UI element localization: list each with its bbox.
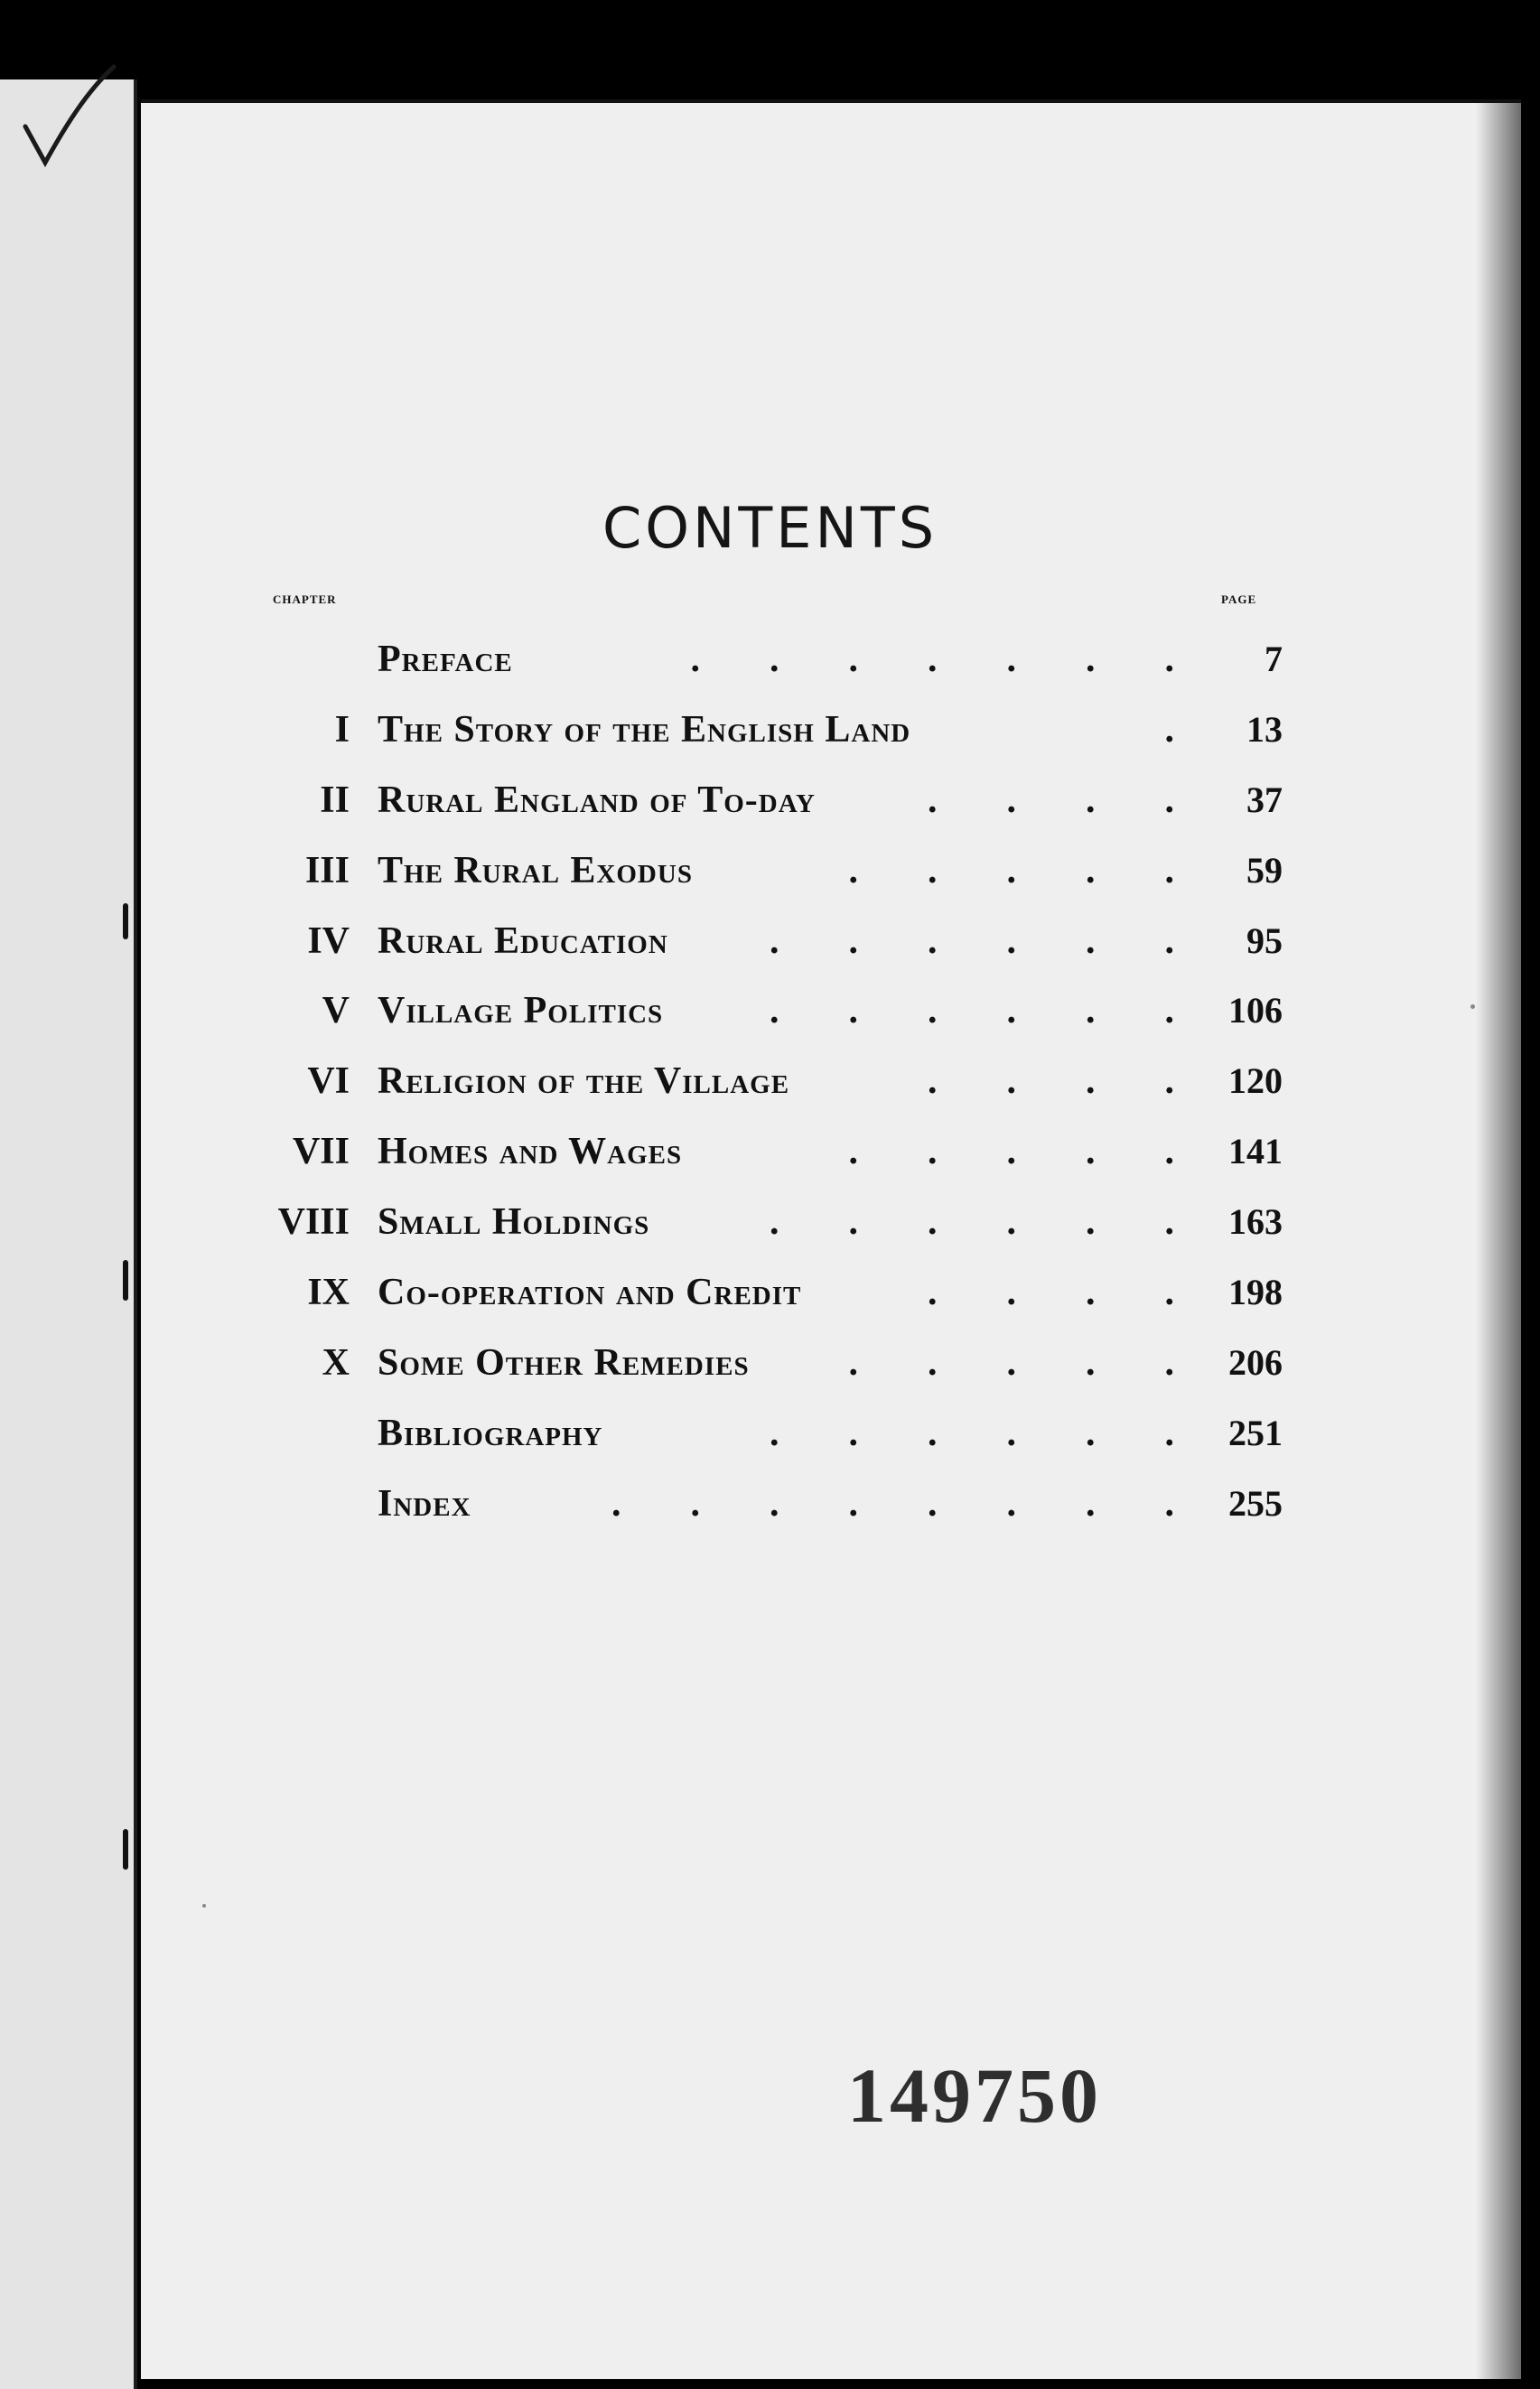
check-mark-icon	[20, 63, 119, 181]
dot-leaders: . . . . . .	[770, 990, 1174, 1031]
toc-row	[0, 769, 1540, 832]
dot-leaders: . . . . . . . .	[611, 1483, 1174, 1525]
dot-leaders: . . . . .	[848, 1342, 1174, 1384]
chapter-number: I	[334, 709, 350, 751]
page-column-header: page	[1221, 589, 1257, 607]
dot-leaders: . . . .	[928, 779, 1174, 821]
dot-leaders: . . . . . .	[770, 920, 1174, 962]
dot-leaders: . . . . . .	[770, 1201, 1174, 1243]
chapter-number: VIII	[277, 1201, 350, 1243]
accession-stamp: 149750	[847, 2052, 1102, 2139]
page-number: 198	[1228, 1272, 1283, 1312]
chapter-title: The Rural Exodus	[378, 850, 693, 891]
speck	[1470, 1004, 1475, 1009]
page-number: 13	[1246, 709, 1283, 750]
chapter-title: Index	[378, 1483, 471, 1525]
toc-row	[0, 698, 1540, 761]
toc-row	[0, 1261, 1540, 1324]
toc-row	[0, 1472, 1540, 1535]
chapter-number: IX	[307, 1272, 350, 1313]
chapter-number: VII	[292, 1131, 350, 1172]
toc-row	[0, 910, 1540, 973]
chapter-title: Rural Education	[378, 920, 668, 962]
dot-leaders: . . . . .	[848, 850, 1174, 891]
dot-leaders: . . . .	[928, 1060, 1174, 1102]
dot-leaders: . . . .	[928, 1272, 1174, 1313]
toc-row	[0, 839, 1540, 902]
toc-row	[0, 979, 1540, 1042]
chapter-title: Religion of the Village	[378, 1060, 790, 1102]
chapter-column-header: chapter	[273, 589, 337, 607]
page-number: 59	[1246, 850, 1283, 891]
toc-row	[0, 1120, 1540, 1183]
chapter-number: VI	[307, 1060, 350, 1102]
toc-row	[0, 1190, 1540, 1254]
page-number: 95	[1246, 920, 1283, 961]
chapter-number: II	[320, 779, 350, 821]
page-number: 141	[1228, 1131, 1283, 1171]
chapter-title: Co-operation and Credit	[378, 1272, 802, 1313]
dot-leaders: . . . . . . .	[690, 639, 1174, 680]
dot-leaders: . . . . .	[848, 1131, 1174, 1172]
chapter-title: Small Holdings	[378, 1201, 650, 1243]
toc-row	[0, 1331, 1540, 1395]
page-number: 206	[1228, 1342, 1283, 1383]
page-number: 163	[1228, 1201, 1283, 1242]
speck	[202, 1904, 206, 1908]
chapter-title: Preface	[378, 639, 513, 680]
chapter-number: V	[322, 990, 350, 1031]
chapter-number: IV	[307, 920, 350, 962]
page-number: 37	[1246, 779, 1283, 820]
page-number: 106	[1228, 990, 1283, 1031]
chapter-number: III	[304, 850, 350, 891]
chapter-number: X	[322, 1342, 350, 1384]
toc-row	[0, 1402, 1540, 1465]
toc-row	[0, 628, 1540, 691]
dot-leaders: . . . . . .	[770, 1413, 1174, 1454]
edge-mark	[123, 1829, 128, 1870]
page-number: 120	[1228, 1060, 1283, 1101]
page-number: 255	[1228, 1483, 1283, 1524]
chapter-title: Bibliography	[378, 1413, 603, 1454]
page-title: CONTENTS	[602, 495, 938, 561]
chapter-title: Village Politics	[378, 990, 664, 1031]
chapter-title: Some Other Remedies	[378, 1342, 750, 1384]
page-number: 251	[1228, 1413, 1283, 1453]
page-number: 7	[1265, 639, 1283, 679]
dot-leaders: .	[1164, 709, 1174, 751]
toc-row	[0, 1050, 1540, 1113]
chapter-title: Rural England of To-day	[378, 779, 816, 821]
chapter-title: The Story of the English Land	[378, 709, 911, 751]
chapter-title: Homes and Wages	[378, 1131, 683, 1172]
